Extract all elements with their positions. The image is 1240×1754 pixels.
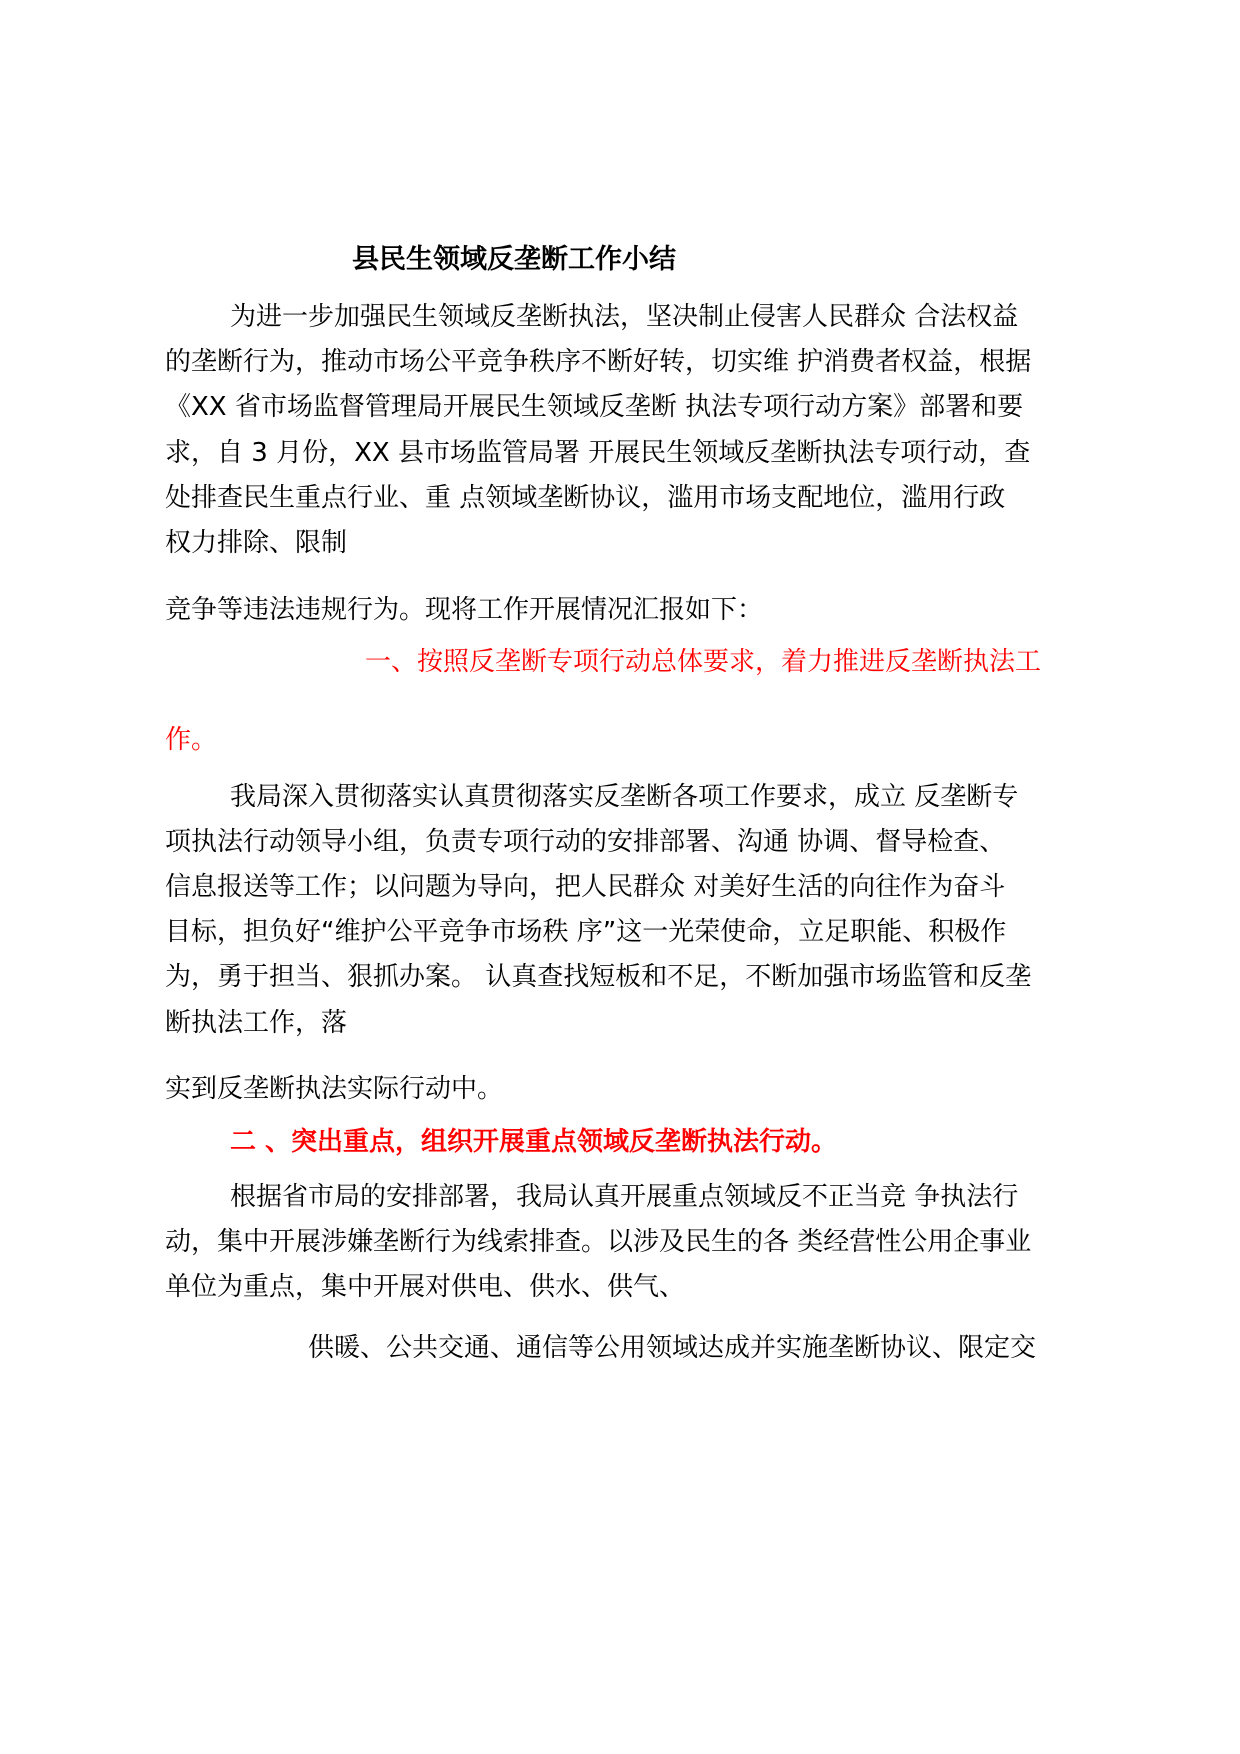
section1-heading-line-2: 作。 <box>165 725 218 755</box>
section1-line-3: 信息报送等工作；以问题为导向，把人民群众 对美好生活的向往作为奋斗 <box>165 872 1006 902</box>
section1-line-6: 断执法工作，落 <box>165 1008 348 1038</box>
section2-line-4: 供暖、公共交通、通信等公用领域达成并实施垄断协议、限定交 <box>308 1333 1037 1363</box>
section1-line-5: 为，勇于担当、狠抓办案。 认真查找短板和不足，不断加强市场监管和反垄 <box>165 962 1032 992</box>
section1-line-4: 目标，担负好“维护公平竞争市场秩 序”这一光荣使命，立足职能、积极作 <box>165 917 1007 947</box>
section2-line-2: 动，集中开展涉嫌垄断行为线索排查。以涉及民生的各 类经营性公用企事业 <box>165 1227 1032 1257</box>
section1-heading-line-1: 一、按照反垄断专项行动总体要求，着力推进反垄断执法工 <box>365 647 1042 677</box>
intro-line-7: 竞争等违法违规行为。现将工作开展情况汇报如下： <box>165 595 764 625</box>
intro-line-2: 的垄断行为，推动市场公平竞争秩序不断好转，切实维 护消费者权益，根据 <box>165 347 1032 377</box>
section2-line-3: 单位为重点，集中开展对供电、供水、供气、 <box>165 1272 686 1302</box>
intro-line-4: 求，自 3 月份，XX 县市场监管局署 开展民生领域反垄断执法专项行动，查 <box>165 438 1031 468</box>
intro-line-5: 处排查民生重点行业、重 点领域垄断协议，滥用市场支配地位，滥用行政 <box>165 483 1006 513</box>
document-title: 县民生领域反垄断工作小结 <box>352 244 676 275</box>
section1-line-1: 我局深入贯彻落实认真贯彻落实反垄断各项工作要求，成立 反垄断专 <box>230 782 1019 812</box>
intro-line-1: 为进一步加强民生领域反垄断执法，坚决制止侵害人民群众 合法权益 <box>230 302 1019 332</box>
intro-line-3: 《XX 省市场监督管理局开展民生领域反垄断 执法专项行动方案》部署和要 <box>165 392 1024 422</box>
intro-line-6: 权力排除、限制 <box>165 528 348 558</box>
section1-line-7: 实到反垄断执法实际行动中。 <box>165 1074 504 1104</box>
section2-heading: 二 、突出重点，组织开展重点领域反垄断执法行动。 <box>230 1127 838 1157</box>
section2-line-1: 根据省市局的安排部署，我局认真开展重点领域反不正当竞 争执法行 <box>230 1182 1019 1212</box>
section1-line-2: 项执法行动领导小组，负责专项行动的安排部署、沟通 协调、督导检查、 <box>165 827 1006 857</box>
